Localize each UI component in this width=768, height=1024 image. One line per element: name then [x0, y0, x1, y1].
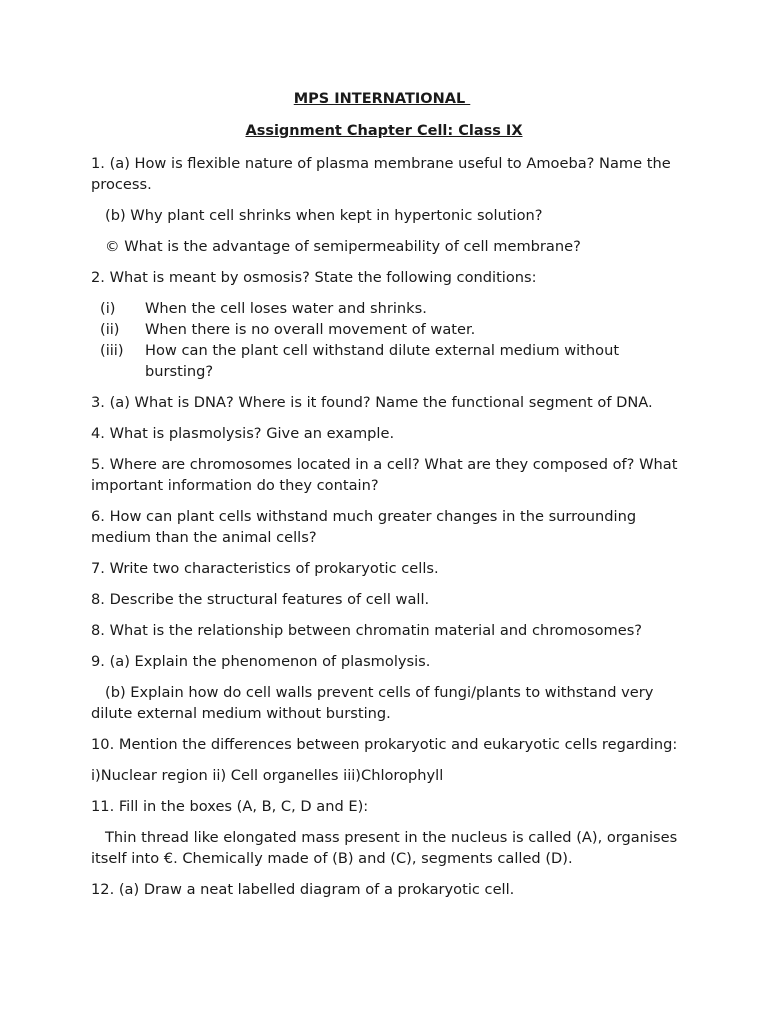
question-8a: 8. Describe the structural features of cell wall.: [91, 591, 430, 608]
question-9a: 9. (a) Explain the phenomenon of plasmolysis.: [91, 653, 431, 670]
condition-number: (i): [100, 300, 116, 317]
condition-text: When there is no overall movement of water.: [145, 321, 476, 338]
assignment-title: Assignment Chapter Cell: Class IX: [245, 123, 523, 139]
condition-text: When the cell loses water and shrinks.: [145, 300, 427, 317]
condition-number: (ii): [100, 321, 120, 338]
question-1a: 1. (a) How is flexible nature of plasma membrane useful to Amoeba? Name the process.: [91, 155, 671, 193]
condition-item: [91, 298, 691, 319]
question-2: 2. What is meant by osmosis? State the following conditions:: [91, 269, 537, 286]
question-1b: (b) Why plant cell shrinks when kept in hypertonic solution?: [105, 207, 543, 224]
question-12: 12. (a) Draw a neat labelled diagram of a prokaryotic cell.: [91, 881, 515, 898]
question-1c: © What is the advantage of semipermeability of cell membrane?: [105, 238, 581, 255]
question-10-list: i)Nuclear region ii) Cell organelles iii)Chlorophyll: [91, 767, 444, 784]
question-7: 7. Write two characteristics of prokaryotic cells.: [91, 560, 439, 577]
question-10: 10. Mention the differences between prokaryotic and eukaryotic cells regarding:: [91, 736, 678, 753]
condition-number: (iii): [100, 342, 124, 359]
question-4: 4. What is plasmolysis? Give an example.: [91, 425, 395, 442]
question-9b: (b) Explain how do cell walls prevent cells of fungi/plants to withstand very dilute external medium without bursting.: [91, 684, 654, 722]
question-5: 5. Where are chromosomes located in a cell? What are they composed of? What important information do they contain?: [91, 456, 678, 494]
condition-item: [91, 340, 691, 382]
question-2-conditions: [91, 298, 691, 382]
question-list: [91, 153, 691, 910]
question-6: 6. How can plant cells withstand much greater changes in the surrounding medium than the animal cells?: [91, 508, 637, 546]
school-name: MPS INTERNATIONAL: [293, 91, 471, 107]
question-11: 11. Fill in the boxes (A, B, C, D and E):: [91, 798, 369, 815]
question-11-text: Thin thread like elongated mass present in the nucleus is called (A), organises itself into €. Chemically made of (B) and (C), segments called (D).: [91, 829, 678, 867]
condition-text: How can the plant cell withstand dilute external medium without bursting?: [145, 342, 620, 380]
question-3: 3. (a) What is DNA? Where is it found? Name the functional segment of DNA.: [91, 394, 653, 411]
question-8b: 8. What is the relationship between chromatin material and chromosomes?: [91, 622, 643, 639]
condition-item: [91, 319, 691, 340]
